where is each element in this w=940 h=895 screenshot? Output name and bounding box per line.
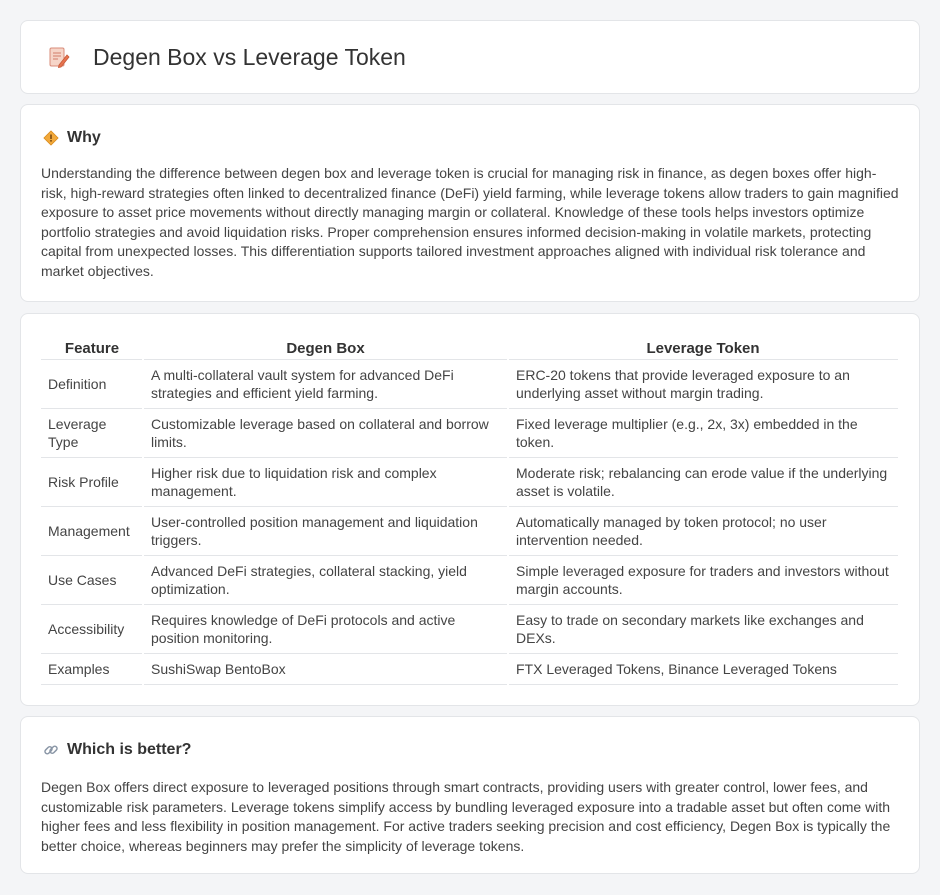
table-row: [41, 457, 898, 506]
feature-cell: Definition: [41, 359, 143, 408]
table-row: [41, 604, 898, 653]
comparison-table: [41, 335, 898, 685]
leverage-token-cell: Moderate risk; rebalancing can erode value if the underlying asset is volatile.: [508, 457, 898, 506]
degen-box-cell: Advanced DeFi strategies, collateral stacking, yield optimization.: [143, 555, 508, 604]
leverage-token-cell: Easy to trade on secondary markets like exchanges and DEXs.: [508, 604, 898, 653]
feature-cell: Leverage Type: [41, 408, 143, 457]
leverage-token-cell: Simple leveraged exposure for traders and investors without margin accounts.: [508, 555, 898, 604]
degen-box-cell: Higher risk due to liquidation risk and complex management.: [143, 457, 508, 506]
why-text: Understanding the difference between degen box and leverage token is crucial for managing risk in finance, as degen boxes offer high-risk, high-reward strategies often linked to decentralized finance (DeFi) yield farming, while leverage tokens allow traders to gain magnified exposure to asset price movements without directly managing margin or collateral. Knowledge of these tools helps investors optimize portfolio strategies and avoid liquidation risks. Proper comprehension ensures informed decision-making in volatile markets, protecting capital from unexpected losses. This differentiation supports tailored investment approaches aligned with individual risk tolerance and market objectives.: [41, 165, 899, 279]
feature-cell: Examples: [41, 653, 143, 684]
which-better-card: [20, 716, 920, 874]
leverage-token-cell: Fixed leverage multiplier (e.g., 2x, 3x) embedded in the token.: [508, 408, 898, 457]
table-row: [41, 555, 898, 604]
degen-box-cell: User-controlled position management and liquidation triggers.: [143, 506, 508, 555]
link-icon: [43, 742, 59, 758]
diamond-warning-icon: [43, 130, 59, 146]
degen-box-cell: SushiSwap BentoBox: [143, 653, 508, 684]
feature-cell: Management: [41, 506, 143, 555]
comparison-card: [20, 313, 920, 706]
degen-box-cell: Requires knowledge of DeFi protocols and active position monitoring.: [143, 604, 508, 653]
feature-cell: Risk Profile: [41, 457, 143, 506]
table-row: [41, 506, 898, 555]
why-card: [20, 104, 920, 302]
title-card: [20, 20, 920, 94]
feature-cell: Accessibility: [41, 604, 143, 653]
document-edit-icon: [47, 45, 71, 69]
table-row: [41, 653, 898, 684]
header-leverage-token: Leverage Token: [508, 335, 898, 359]
which-better-title: Which is better?: [67, 741, 192, 758]
page-title: Degen Box vs Leverage Token: [93, 43, 406, 70]
degen-box-cell: A multi-collateral vault system for advanced DeFi strategies and efficient yield farming.: [143, 359, 508, 408]
feature-cell: Use Cases: [41, 555, 143, 604]
degen-box-cell: Customizable leverage based on collateral and borrow limits.: [143, 408, 508, 457]
header-feature: Feature: [41, 335, 143, 359]
table-row: [41, 408, 898, 457]
why-title: Why: [67, 129, 101, 146]
which-better-text: Degen Box offers direct exposure to leveraged positions through smart contracts, providing users with greater control, lower fees, and customizable risk parameters. Leverage tokens simplify access by bundling leveraged exposure into a tradable asset but often come with higher fees and less flexibility in position management. For active traders seeking precision and cost efficiency, Degen Box is typically the better choice, whereas beginners may prefer the simplicity of leverage tokens.: [41, 779, 891, 854]
header-degen-box: Degen Box: [143, 335, 508, 359]
leverage-token-cell: ERC-20 tokens that provide leveraged exposure to an underlying asset without margin trading.: [508, 359, 898, 408]
table-row: [41, 359, 898, 408]
leverage-token-cell: Automatically managed by token protocol; no user intervention needed.: [508, 506, 898, 555]
leverage-token-cell: FTX Leveraged Tokens, Binance Leveraged Tokens: [508, 653, 898, 684]
